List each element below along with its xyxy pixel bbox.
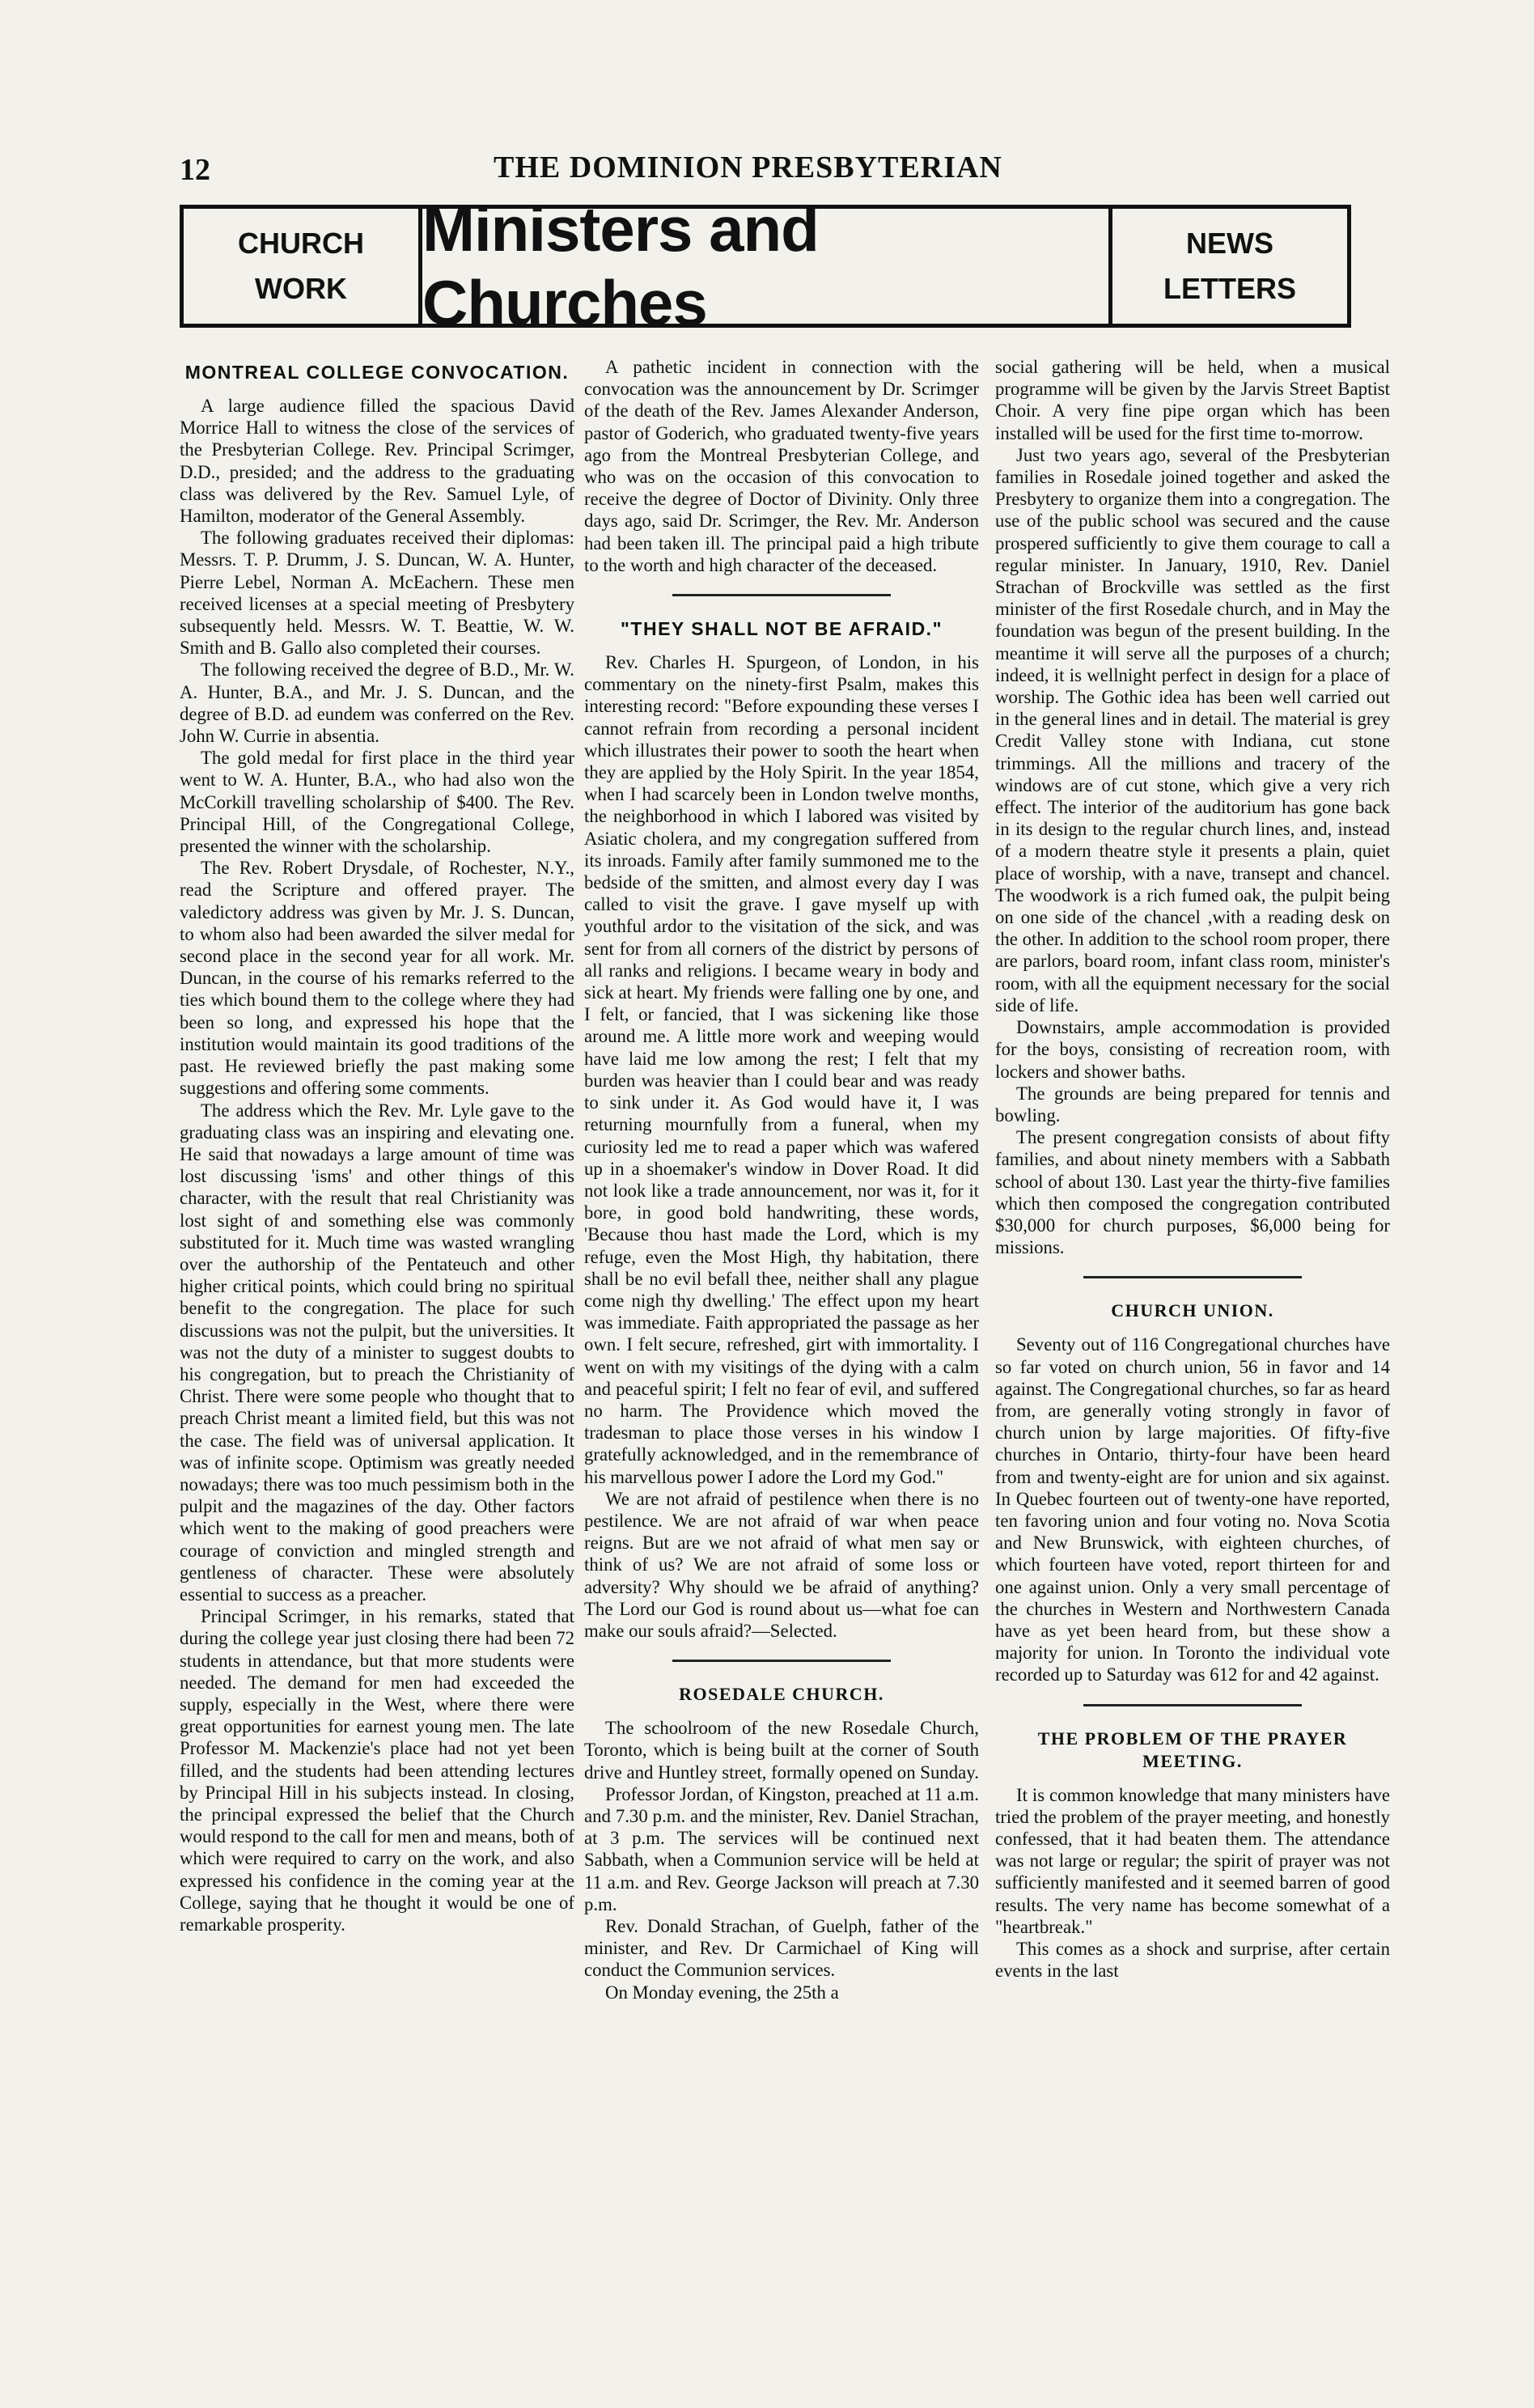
article-paragraph: A pathetic incident in connection with the convocation was the announcement by Dr. Scrimger of the death of the Rev. James Alexander Anderson, pastor of Goderich, who graduated twenty-five years ago from the Montreal Presbyterian College, and who was on the occasion of this convocation to receive the degree of Doctor of Divinity. Only three days ago, said Dr. Scrimger, the Rev. Mr. Anderson had been taken ill. The principal paid a high tribute to the worth and high character of the deceased. — [584, 357, 979, 575]
article-paragraph: It is common knowledge that many ministers have tried the problem of the prayer meeting, and honestly confessed, that it had beaten them. The attendance was not large or regular; the spirit of prayer was not sufficiently manifested and it seemed barren of good results. The very name has become somewhat of a "heartbreak." — [995, 1784, 1390, 1937]
article-paragraph: The grounds are being prepared for tennis and bowling. — [995, 1083, 1390, 1126]
article-paragraph: Professor Jordan, of Kingston, preached at 11 a.m. and 7.30 p.m. and the minister, Rev. Daniel Strachan, at 3 p.m. The services will be continued next Sabbath, when a Communion service will be held at 11 a.m. and Rev. George Jackson will preach at 7.30 p.m. — [584, 1783, 979, 1914]
article-paragraph: Principal Scrimger, in his remarks, stated that during the college year just closing there had been 72 students in attendance, but that more students were needed. The demand for men had exceeded the supply, especially in the West, where there were great opportunities for earnest young men. The late Professor M. Mackenzie's place had not yet been filled, and the students had been attending lectures by Principal Hill in his subjects instead. In closing, the principal expressed the belief that the Church would respond to the call for men and means, both of which were required to carry on the work, and also expressed his confidence in the coming year at the College, saying that he thought it would be one of remarkable prosperity. — [180, 1606, 574, 1935]
section-divider — [1083, 1276, 1302, 1278]
banner-left-box — [184, 209, 422, 324]
article-paragraph: The following received the degree of B.D., Mr. W. A. Hunter, B.A., and Mr. J. S. Duncan, and the degree of B.D. ad eundem was conferred on the Rev. John W. Currie in absentia. — [180, 659, 574, 747]
article-paragraph: On Monday evening, the 25th a — [605, 1982, 839, 2003]
article-heading-union: CHURCH UNION. — [1111, 1300, 1274, 1321]
article-paragraph: The address which the Rev. Mr. Lyle gave to the graduating class was an inspiring and elevating one. He said that nowadays a large amount of time was lost discussing 'isms' and other things of this character, with the result that real Christianity was lost sight of and something else was commonly substituted for it. Much time was wasted wrangling over the authorship of the Pentateuch and other higher critical points, which could bring no spiritual benefit to the congregation. The place for such discussions was not the pulpit, but the universities. It was not the duty of a minister to suggest doubts to his congregation, but to preach the Christianity of Christ. There were some people who thought that to preach Christ meant a limited field, but this was not the case. The field was of universal application. It was of infinite scope. Optimism was greatly needed nowadays; there was too much pessimism both in the pulpit and the magazines of the day. Other factors which went to the making of good preachers were courage of conviction and mingled strength and gentleness of character. These were absolutely essential to success as a preacher. — [180, 1100, 574, 1605]
article-heading-afraid: "THEY SHALL NOT BE AFRAID." — [621, 618, 943, 640]
article-paragraph: The gold medal for first place in the third year went to W. A. Hunter, B.A., who had also won the McCorkill travelling scholarship of $400. The Rev. Principal Hill, of the Congregational College, presented the winner with the scholarship. — [180, 748, 574, 857]
banner-right-box — [1108, 209, 1347, 324]
article-paragraph: Seventy out of 116 Congregational churches have so far voted on church union, 56 in favor and 14 against. The Congregational churches, so far as heard from, are generally voting strongly in favor of church union by large majorities. Of fifty-five churches in Ontario, thirty-four have been heard from and twenty-eight are for union and six against. In Quebec fourteen out of twenty-one have reported, ten favoring union and four voting no. Nova Scotia and New Brunswick, with eighteen churches, of which fourteen have voted, report thirteen for and one against union. Only a very small percentage of the churches in Western and Northwestern Canada have as yet been heard from, but these show a majority for union. In Toronto the individual vote recorded up to Saturday was 612 for and 42 against. — [995, 1334, 1390, 1685]
column-1 — [180, 356, 574, 2355]
article-heading-rosedale: ROSEDALE CHURCH. — [679, 1684, 884, 1705]
article-paragraph: Just two years ago, several of the Presbyterian families in Rosedale joined together and asked the Presbytery to organize them into a congregation. The use of the public school was secured and the cause prospered sufficiently to give them courage to call a regular minister. In January, 1910, Rev. Daniel Strachan of Brockville was settled as the first minister of the first Rosedale church, and in May the foundation was begun of the present building. In the meantime it will serve all the purposes of a church; indeed, it is wellnight perfect in design for a place of worship. The Gothic idea has been well carried out in the general lines and in detail. The material is grey Credit Valley stone with Indiana, cut stone trimmings. All the millions and tracery of the windows are of cut stone, which give a very rich effect. The interior of the auditorium has gone back in its design to the regular church lines, and, instead of a modern theatre style it presents a plain, quiet place of worship, with a nave, transept and chancel. The woodwork is a rich fumed oak, the pulpit being on one side of the chancel ,with a reading desk on the other. In addition to the school room proper, there are parlors, board room, infant class room, minister's room, with all the equipment necessary for the social side of life. — [995, 444, 1390, 1015]
column-3 — [995, 356, 1390, 2355]
article-paragraph: The Rev. Robert Drysdale, of Rochester, N.Y., read the Scripture and offered prayer. The valedictory address was given by Mr. J. S. Duncan, to whom also had been awarded the silver medal for second place in the second year for all work. Mr. Duncan, in the course of his remarks referred to the ties which bound them to the college where they had been so long, and expressed his hope that the institution would maintain its good traditions of the past. He reviewed briefly the past making some suggestions and offering some comments. — [180, 858, 574, 1099]
article-paragraph: Downstairs, ample accommodation is provided for the boys, consisting of recreation room, with lockers and shower baths. — [995, 1017, 1390, 1082]
article-paragraph: The present congregation consists of about fifty families, and about ninety members with a Sabbath school of about 130. Last year the thirty-five families which then composed the congregation contributed $30,000 for church purposes, $6,000 being for missions. — [995, 1127, 1390, 1258]
section-divider — [1083, 1704, 1302, 1706]
banner-right-line2: LETTERS — [1163, 272, 1296, 305]
article-paragraph: The following graduates received their diplomas: Messrs. T. P. Drumm, J. S. Duncan, W. A. Hunter, Pierre Lebel, Norman A. McEachern. These men received licenses at a special meeting of Presbytery subsequently held. Messrs. W. T. Beattie, W. W. Smith and B. Gallo also completed their courses. — [180, 528, 574, 659]
banner-left-line2: WORK — [255, 272, 347, 305]
article-heading-convocation: MONTREAL COLLEGE CONVOCATION. — [184, 362, 570, 383]
banner-right-line1: NEWS — [1186, 227, 1273, 261]
article-paragraph: social gathering will be held, when a musical programme will be given by the Jarvis Street Baptist Choir. A very fine pipe organ which has been installed will be used for the first time to-morrow. — [995, 357, 1390, 443]
section-banner — [180, 193, 1351, 338]
section-divider — [672, 594, 891, 596]
masthead: THE DOMINION PRESBYTERIAN — [494, 150, 1002, 184]
article-paragraph: The schoolroom of the new Rosedale Church, Toronto, which is being built at the corner of South drive and Huntley street, formally opened on Sunday. — [584, 1718, 979, 1783]
banner-title: Ministers and Churches — [422, 193, 819, 338]
article-paragraph: This comes as a shock and surprise, after certain events in the last — [995, 1939, 1390, 1982]
column-2 — [584, 356, 979, 2355]
banner-left-line1: CHURCH — [238, 227, 364, 261]
article-paragraph: Rev. Charles H. Spurgeon, of London, in his commentary on the ninety-first Psalm, makes this interesting record: "Before expounding these verses I cannot refrain from recording a personal incident which illustrates their power to sooth the heart when they are applied by the Holy Spirit. In the year 1854, when I had scarcely been in London twelve months, the neighborhood in which I labored was visited by Asiatic cholera, and my congregation suffered from its inroads. Family after family summoned me to the bedside of the smitten, and almost every day I was called to visit the grave. I gave myself up with youthful ardor to the visitation of the sick, and was sent for from all corners of the district by persons of all ranks and religions. I became weary in body and sick at heart. My friends were falling one by one, and I felt, or fancied, that I was sickening like those around me. A little more work and weeping would have laid me low among the rest; I felt that my burden was heavier than I could bear and was ready to sink under it. As God would have it, I was returning mournfully from a funeral, when my curiosity led me to read a paper which was wafered up in a shoemaker's window in Dover Road. It did not look like a trade announcement, nor was it, for it bore, in good bold handwriting, these words, 'Because thou hast made the Lord, which is my refuge, even the Most High, thy habitation, there shall be no evil befall thee, neither shall any plague come nigh thy dwelling.' The effect upon my heart was immediate. Faith appropriated the passage as her own. I felt secure, refreshed, girt with immortality. I went on with my visitings of the dying with a calm and peaceful spirit; I felt no fear of evil, and suffered no harm. The Providence which moved the tradesman to place those verses in his window I gratefully acknowledged, and in the remembrance of his marvellous power I adore the Lord my God." — [584, 652, 979, 1487]
article-heading-prayer: THE PROBLEM OF THE PRAYER MEETING. — [1037, 1728, 1348, 1771]
section-divider — [672, 1660, 891, 1662]
page-number: 12 — [180, 153, 210, 187]
article-paragraph: A large audience filled the spacious David Morrice Hall to witness the close of the services of the Presbyterian College. Rev. Principal Scrimger, D.D., presided; and the address to the graduating class was delivered by the Rev. Samuel Lyle, of Hamilton, moderator of the General Assembly. — [180, 396, 574, 527]
article-paragraph: Rev. Donald Strachan, of Guelph, father of the minister, and Rev. Dr Carmichael of King will conduct the Communion services. — [584, 1916, 979, 1981]
article-paragraph: We are not afraid of pestilence when there is no pestilence. We are not afraid of war when peace reigns. But are we not afraid of what men say or think of us? We are not afraid of some loss or adversity? Why should we be afraid of anything? The Lord our God is round about us—what foe can make our souls afraid?—Selected. — [584, 1488, 979, 1641]
